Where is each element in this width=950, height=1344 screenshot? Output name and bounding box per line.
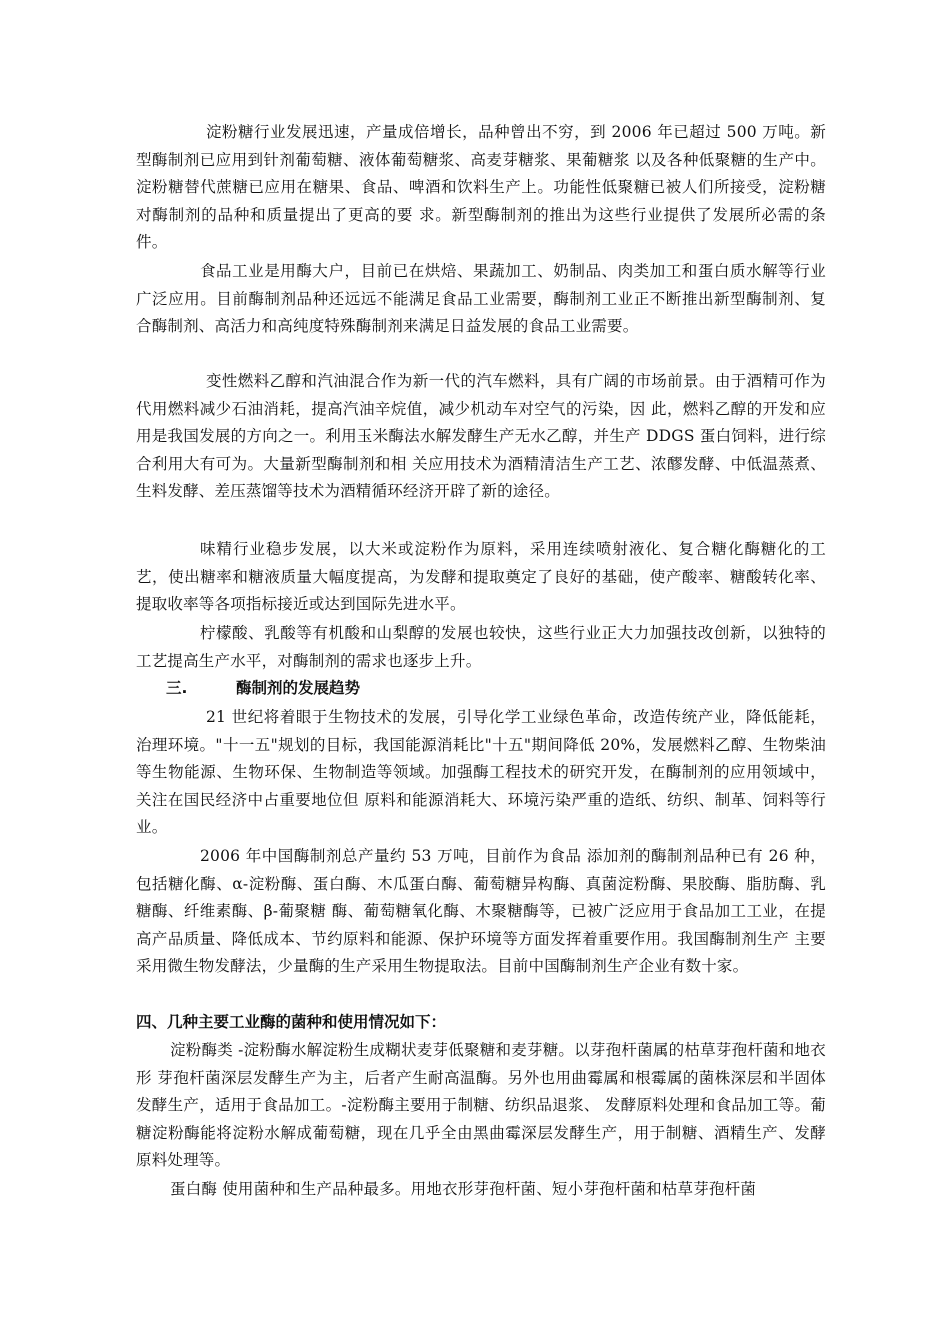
- paragraph-text: 蛋白酶 使用菌种和生产品种最多。用地衣形芽孢杆菌、短小芽孢杆菌和枯草芽孢杆菌: [170, 1180, 757, 1198]
- paragraph-text: 淀粉糖行业发展迅速，产量成倍增长，品种曾出不穷，到 2006 年已超过 500 万吨。新型酶制剂已应用到针剂葡萄糖、液体葡萄糖浆、高麦芽糖浆、果葡糖浆 以及各种低聚糖的生产中。淀粉糖替代蔗糖已应用在糖果、食品、啤酒和饮料生产上。功能性低聚糖已被人们所接受，淀粉糖对酶制剂的品种和质量提出了更高的要 求。新型酶制剂的推出为这些行业提供了发展所必需的条件。: [136, 123, 826, 251]
- paragraph-21st-century: [136, 704, 826, 842]
- paragraph-organic-acids: [136, 620, 826, 675]
- paragraph-fuel-ethanol: [136, 368, 826, 506]
- section-title: 四、几种主要工业酶的菌种和使用情况如下：: [136, 1013, 447, 1031]
- paragraph-starch-sugar: [136, 119, 826, 257]
- section-number: 三.: [166, 679, 188, 697]
- paragraph-text: 21 世纪将着眼于生物技术的发展，引导化学工业绿色革命，改造传统产业，降低能耗，治理环境。"十一五"规划的目标，我国能源消耗比"十五"期间降低 20%，发展燃料乙醇、生物柴油等生物能源、生物环保、生物制造等领域。加强酶工程技术的研究开发，在酶制剂的应用领域中，关注在国民经济中占重要地位但 原料和能源消耗大、环境污染严重的造纸、纺织、制革、饲料等行业。: [136, 708, 826, 836]
- paragraph-text: 2006 年中国酶制剂总产量约 53 万吨，目前作为食品 添加剂的酶制剂品种已有 26 种，包括糖化酶、α-淀粉酶、蛋白酶、木瓜蛋白酶、葡萄糖异构酶、真菌淀粉酶、果胶酶、脂肪酶、乳糖酶、纤维素酶、β-葡聚糖 酶、葡萄糖氧化酶、木聚糖酶等，已被广泛应用于食品加工工业，在提高产品质量、降低成本、节约原料和能源、保护环境等方面发挥着重要作用。我国酶制剂生产 主要采用微生物发酵法，少量酶的生产采用生物提取法。目前中国酶制剂生产企业有数十家。: [136, 847, 826, 975]
- paragraph-food-industry: [136, 258, 826, 341]
- paragraph-2006-production: [136, 843, 826, 981]
- paragraph-text: 柠檬酸、乳酸等有机酸和山梨醇的发展也较快，这些行业正大力加强技改创新，以独特的工艺提高生产水平，对酶制剂的需求也逐步上升。: [136, 624, 826, 670]
- paragraph-text: 味精行业稳步发展，以大米或淀粉作为原料，采用连续喷射液化、复合糖化酶糖化的工艺，使出糖率和糖液质量大幅度提高，为发酵和提取奠定了良好的基础，使产酸率、糖酸转化率、提取收率等各项指标接近或达到国际先进水平。: [136, 540, 826, 613]
- paragraph-text: 食品工业是用酶大户，目前已在烘焙、果蔬加工、奶制品、肉类加工和蛋白质水解等行业广泛应用。目前酶制剂品种还远远不能满足食品工业需要，酶制剂工业正不断推出新型酶制剂、复合酶制剂、高活力和高纯度特殊酶制剂来满足日益发展的食品工业需要。: [136, 262, 826, 335]
- section-heading-4: [136, 1009, 446, 1037]
- paragraph-amylases: [136, 1037, 826, 1175]
- section-heading-3: [166, 675, 360, 703]
- paragraph-text: 淀粉酶类 -淀粉酶水解淀粉生成糊状麦芽低聚糖和麦芽糖。以芽孢杆菌属的枯草芽孢杆菌和地衣形 芽孢杆菌深层发酵生产为主，后者产生耐高温酶。另外也用曲霉属和根霉属的菌株深层和半固体发酵生产，适用于食品加工。-淀粉酶主要用于制糖、纺织品退浆、 发酵原料处理和食品加工等。葡糖淀粉酶能将淀粉水解成葡萄糖，现在几乎全由黑曲霉深层发酵生产，用于制糖、酒精生产、发酵原料处理等。: [136, 1041, 826, 1169]
- section-title: 酶制剂的发展趋势: [236, 679, 361, 697]
- paragraph-proteases: [136, 1176, 826, 1204]
- paragraph-msg-industry: [136, 536, 826, 619]
- paragraph-text: 变性燃料乙醇和汽油混合作为新一代的汽车燃料，具有广阔的市场前景。由于酒精可作为代用燃料减少石油消耗，提高汽油辛烷值，减少机动车对空气的污染，因 此，燃料乙醇的开发和应用是我国发展的方向之一。利用玉米酶法水解发酵生产无水乙醇，并生产 DDGS 蛋白饲料，进行综合利用大有可为。大量新型酶制剂和相 关应用技术为酒精清洁生产工艺、浓醪发酵、中低温蒸煮、生料发酵、差压蒸馏等技术为酒精循环经济开辟了新的途径。: [136, 372, 826, 500]
